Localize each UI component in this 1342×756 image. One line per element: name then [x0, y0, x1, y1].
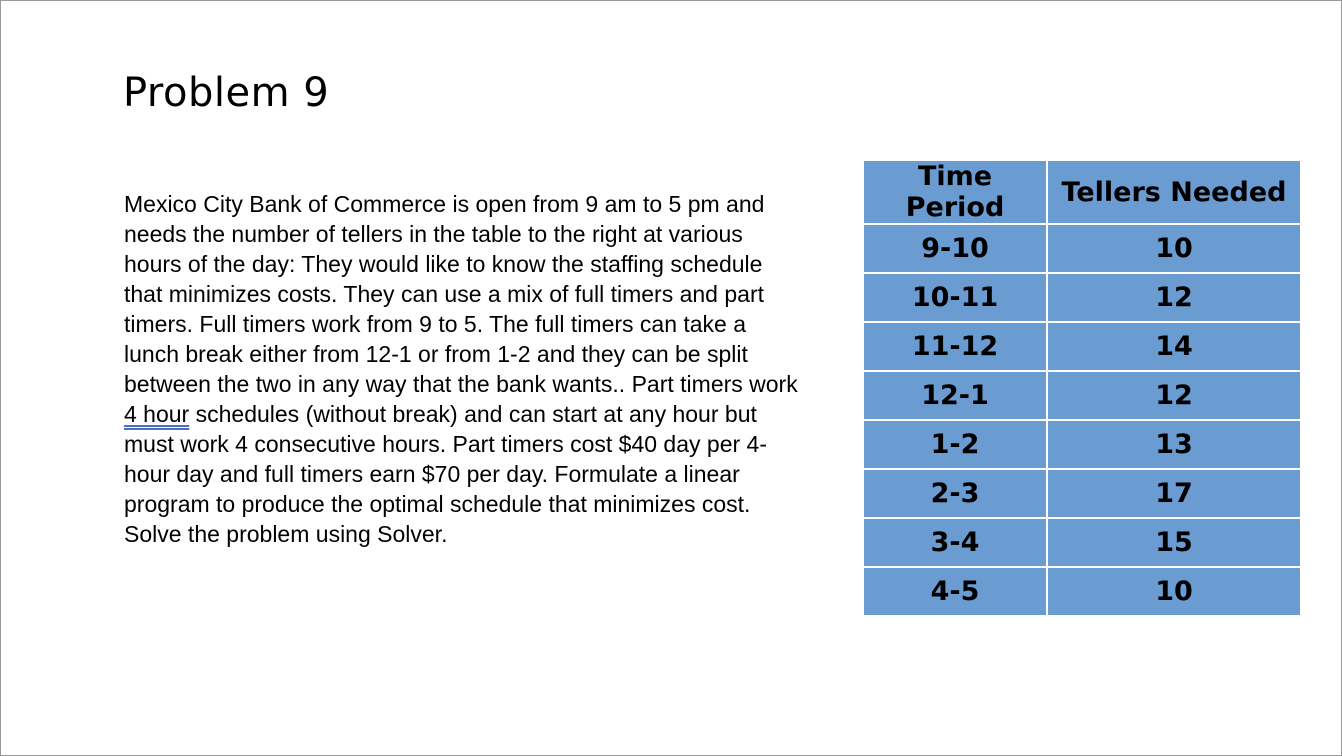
- tellers-needed-cell: 12: [1047, 273, 1301, 322]
- tellers-needed-cell: 10: [1047, 224, 1301, 273]
- table-header-row: [863, 160, 1301, 224]
- table-row: [863, 518, 1301, 567]
- time-period-cell: 4-5: [863, 567, 1047, 616]
- time-period-cell: 11-12: [863, 322, 1047, 371]
- time-period-cell: 9-10: [863, 224, 1047, 273]
- spellcheck-underlined-text: 4 hour: [124, 401, 190, 427]
- paragraph-text-part2: schedules (without break) and can start at any hour but must work 4 consecutive hours. Part timers cost $40 day per 4-hour day and full timers earn $70 per day. Formulate a linear program to produce the optimal schedule that minimizes cost. Solve the problem using Solver.: [124, 401, 767, 547]
- tellers-needed-cell: 17: [1047, 469, 1301, 518]
- tellers-needed-cell: 14: [1047, 322, 1301, 371]
- paragraph-text-part1: Mexico City Bank of Commerce is open from 9 am to 5 pm and needs the number of tellers in the table to the right at various hours of the day: They would like to know the staffing schedule that minimizes costs. They can use a mix of full timers and part timers. Full timers work from 9 to 5. The full timers can take a lunch break either from 12-1 or from 1-2 and they can be split between the two in any way that the bank wants.. Part timers work: [124, 191, 798, 397]
- tellers-needed-cell: 10: [1047, 567, 1301, 616]
- tellers-table: [862, 159, 1302, 617]
- time-period-cell: 3-4: [863, 518, 1047, 567]
- table-row: [863, 224, 1301, 273]
- time-period-cell: 10-11: [863, 273, 1047, 322]
- header-tellers-needed: Tellers Needed: [1047, 160, 1301, 224]
- header-time-period: Time Period: [863, 160, 1047, 224]
- table-row: [863, 273, 1301, 322]
- time-period-cell: 2-3: [863, 469, 1047, 518]
- tellers-needed-cell: 15: [1047, 518, 1301, 567]
- time-period-cell: 1-2: [863, 420, 1047, 469]
- table-row: [863, 567, 1301, 616]
- table-row: [863, 371, 1301, 420]
- time-period-cell: 12-1: [863, 371, 1047, 420]
- slide-title: Problem 9: [123, 70, 330, 116]
- table-row: [863, 469, 1301, 518]
- tellers-needed-cell: 12: [1047, 371, 1301, 420]
- table-row: [863, 322, 1301, 371]
- problem-paragraph: [124, 189, 804, 549]
- table-row: [863, 420, 1301, 469]
- tellers-needed-cell: 13: [1047, 420, 1301, 469]
